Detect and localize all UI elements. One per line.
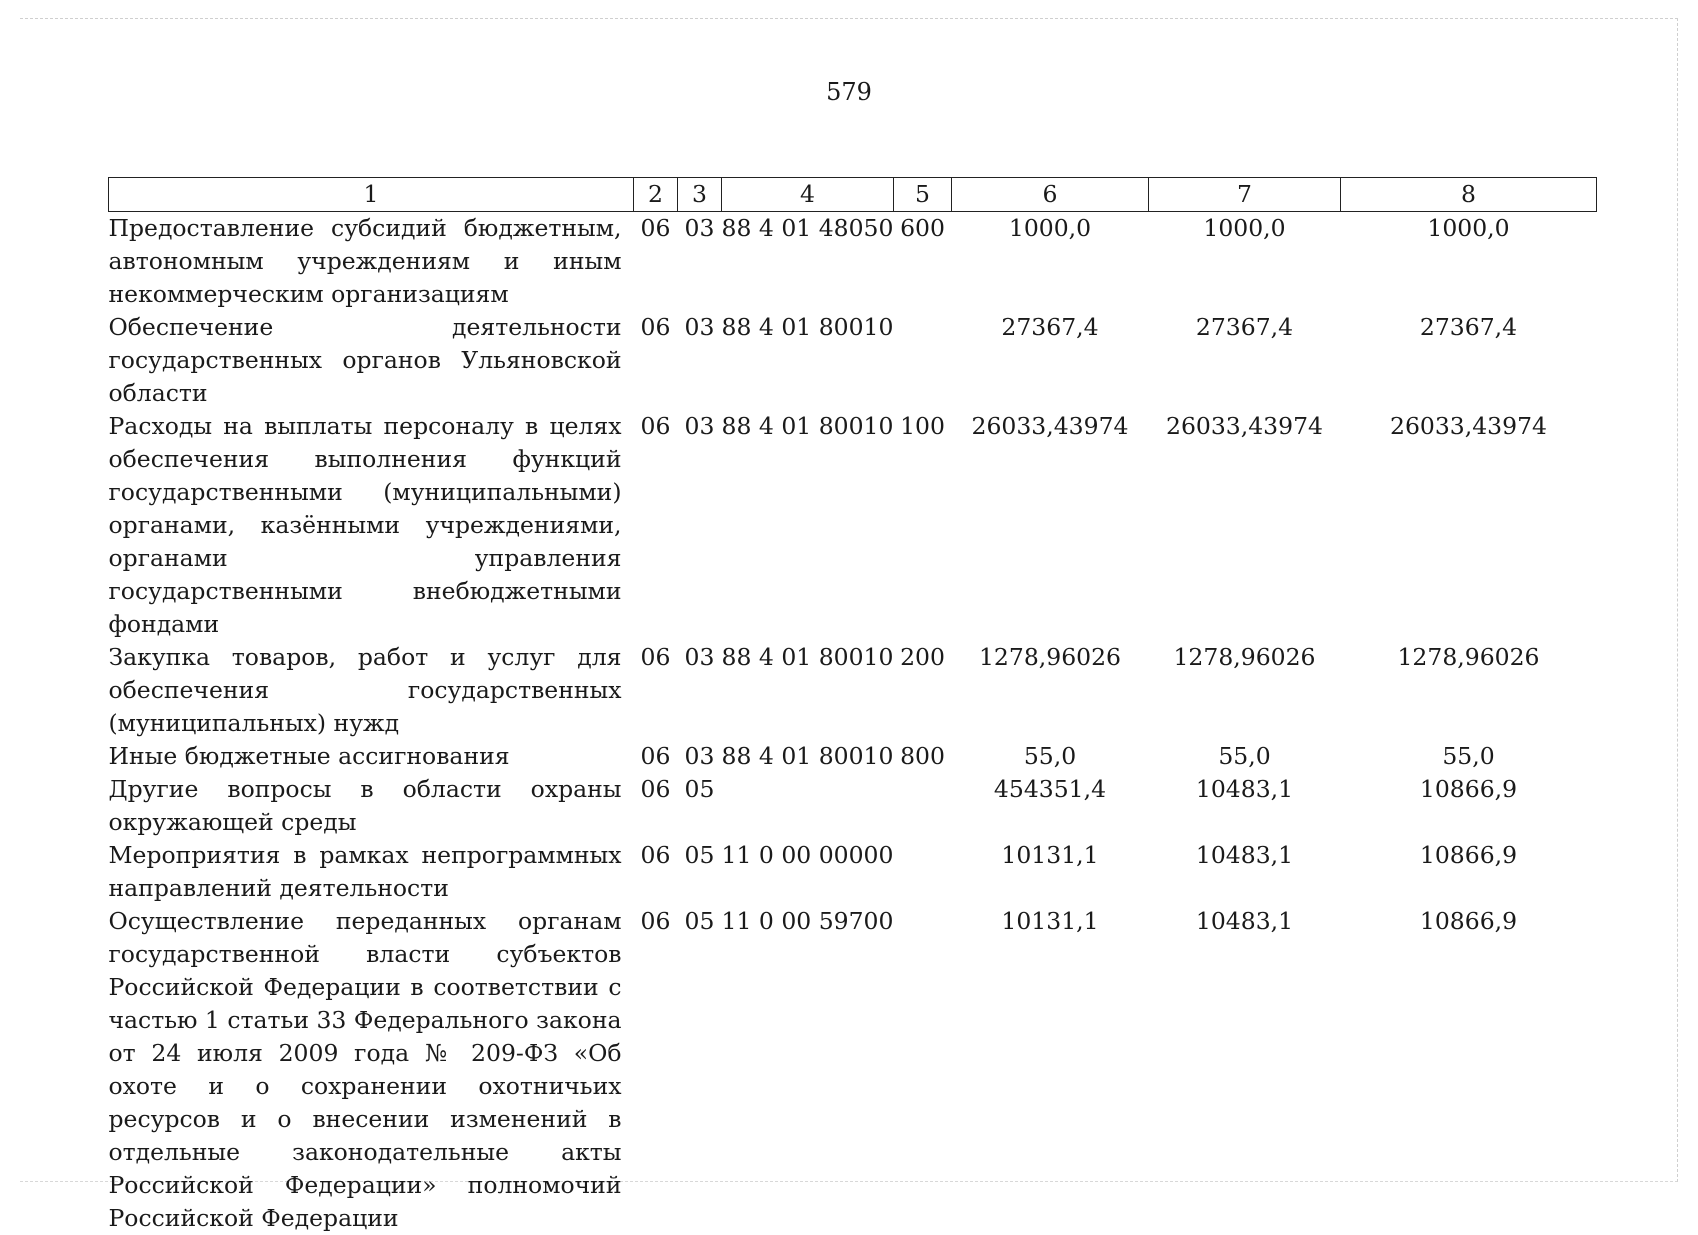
row-subsection: 03 <box>684 643 715 671</box>
row-amount-8: 10866,9 <box>1419 775 1518 803</box>
header-col-8: 8 <box>1341 178 1597 212</box>
row-expense-type <box>894 773 952 839</box>
row-amount-8: 1000,0 <box>1427 214 1510 242</box>
row-subsection: 03 <box>684 742 715 770</box>
row-amount-6: 454351,4 <box>993 775 1107 803</box>
header-col-5: 5 <box>894 178 952 212</box>
row-target-article: 88 4 01 48050 <box>721 214 894 242</box>
row-target-article: 11 0 00 59700 <box>721 907 894 935</box>
row-expense-type: 800 <box>900 742 945 770</box>
row-amount-8: 10866,9 <box>1419 907 1518 935</box>
row-name: Иные бюджетные ассигнования <box>108 742 510 770</box>
table-row <box>109 311 1597 410</box>
row-name: Обеспечение деятельности государственных органов Ульяновской области <box>108 313 622 407</box>
row-expense-type <box>894 839 952 905</box>
row-name: Мероприятия в рамках непрограммных направлений деятельности <box>108 841 622 902</box>
table-row <box>109 905 1597 1235</box>
table-row <box>109 839 1597 905</box>
row-section: 06 <box>640 841 671 869</box>
row-section: 06 <box>640 742 671 770</box>
row-amount-8: 55,0 <box>1442 742 1495 770</box>
row-section: 06 <box>640 907 671 935</box>
row-subsection: 05 <box>684 841 715 869</box>
row-amount-8: 10866,9 <box>1419 841 1518 869</box>
row-amount-7: 10483,1 <box>1195 907 1294 935</box>
table-row <box>109 641 1597 740</box>
row-amount-8: 27367,4 <box>1419 313 1518 341</box>
row-target-article: 11 0 00 00000 <box>721 841 894 869</box>
row-amount-7: 55,0 <box>1218 742 1271 770</box>
row-target-article: 88 4 01 80010 <box>721 643 894 671</box>
table-row <box>109 773 1597 839</box>
row-target-article: 88 4 01 80010 <box>721 742 894 770</box>
row-amount-6: 10131,1 <box>1001 907 1099 935</box>
row-section: 06 <box>640 214 671 242</box>
header-col-7: 7 <box>1149 178 1341 212</box>
row-expense-type: 100 <box>900 412 945 440</box>
header-col-3: 3 <box>678 178 722 212</box>
row-amount-6: 27367,4 <box>1001 313 1099 341</box>
row-subsection: 05 <box>684 907 715 935</box>
table-row <box>109 740 1597 773</box>
row-name: Осуществление переданных органам государственной власти субъектов Российской Федерации в соответствии с частью 1 статьи 33 Федерального закона от 24 июля 2009 года № 209-ФЗ «Об охоте и о сохранении охотничьих ресурсов и о внесении изменений в отдельные законодательные акты Российской Федерации» полномочий Российской Федерации <box>108 907 622 1232</box>
row-name: Предоставление субсидий бюджетным, автономным учреждениям и иным некоммерческим организациям <box>108 214 622 308</box>
row-section: 06 <box>640 775 671 803</box>
row-target-article: 88 4 01 80010 <box>721 412 894 440</box>
row-amount-6: 55,0 <box>1023 742 1077 770</box>
header-col-4: 4 <box>722 178 894 212</box>
header-col-1: 1 <box>109 178 634 212</box>
row-section: 06 <box>640 643 671 671</box>
row-subsection: 03 <box>684 412 715 440</box>
row-amount-6: 26033,43974 <box>971 412 1129 440</box>
row-subsection: 03 <box>684 313 715 341</box>
row-amount-7: 1000,0 <box>1203 214 1286 242</box>
row-name: Другие вопросы в области охраны окружающей среды <box>108 775 622 836</box>
header-row <box>109 178 1597 212</box>
row-amount-7: 26033,43974 <box>1166 412 1323 440</box>
row-name: Расходы на выплаты персоналу в целях обеспечения выполнения функций государственными (муниципальными) органами, казёнными учреждениями, органами управления государственными внебюджетными фондами <box>108 412 622 638</box>
row-expense-type: 600 <box>900 214 945 242</box>
row-amount-8: 1278,96026 <box>1397 643 1540 671</box>
row-amount-6: 1278,96026 <box>978 643 1122 671</box>
page-number: 579 <box>826 78 872 106</box>
row-amount-7: 10483,1 <box>1195 775 1294 803</box>
row-amount-6: 10131,1 <box>1001 841 1099 869</box>
row-amount-6: 1000,0 <box>1008 214 1092 242</box>
row-subsection: 05 <box>684 775 715 803</box>
row-amount-7: 10483,1 <box>1195 841 1294 869</box>
row-amount-7: 27367,4 <box>1195 313 1294 341</box>
header-col-2: 2 <box>634 178 678 212</box>
table-row <box>109 212 1597 312</box>
row-expense-type <box>894 905 952 1235</box>
header-col-6: 6 <box>952 178 1149 212</box>
budget-table <box>108 177 1597 1235</box>
table-row <box>109 410 1597 641</box>
row-expense-type <box>894 311 952 410</box>
row-amount-8: 26033,43974 <box>1390 412 1547 440</box>
row-target-article: 88 4 01 80010 <box>721 313 894 341</box>
row-amount-7: 1278,96026 <box>1173 643 1316 671</box>
row-section: 06 <box>640 313 671 341</box>
row-target-article <box>722 773 894 839</box>
row-expense-type: 200 <box>900 643 945 671</box>
row-section: 06 <box>640 412 671 440</box>
row-name: Закупка товаров, работ и услуг для обеспечения государственных (муниципальных) нужд <box>108 643 622 737</box>
row-subsection: 03 <box>684 214 715 242</box>
